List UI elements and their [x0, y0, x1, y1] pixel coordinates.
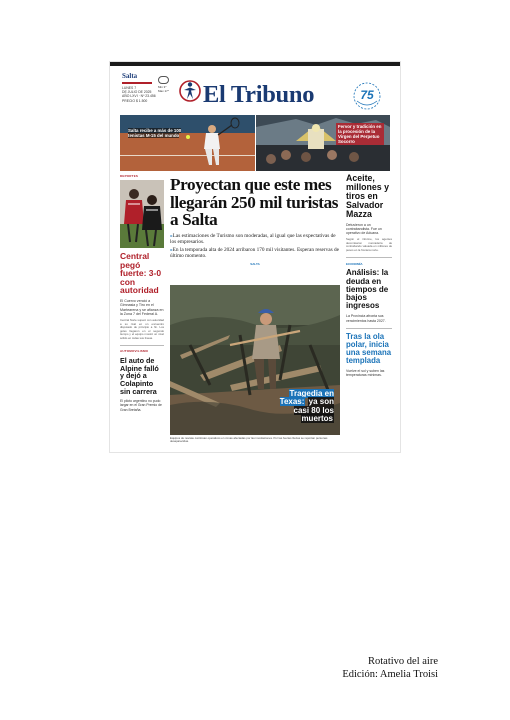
deck-line: Las estimaciones de Turismo son moderadas, al igual que las expectativas de los empresarios.: [170, 232, 336, 245]
date-line: AÑO LXVI · Nº 23.456: [122, 94, 156, 99]
masthead-info: [122, 72, 158, 103]
credits-line: Rotativo del aire: [368, 656, 438, 667]
section-tag: ECONOMÍA: [346, 262, 363, 267]
sports-subhead: El Cuervo venció a Gimnasia y Tiro en el Martearena y se afianza en la Zona 7 del Federal A.: [120, 298, 164, 316]
motorsport-subhead: El piloto argentino no pudo largar en el Gran Premio de Gran Bretaña.: [120, 399, 162, 412]
page-reference: SALTA: [250, 261, 260, 266]
cloud-icon: [158, 76, 169, 84]
column-divider: [346, 257, 392, 258]
anniversary-number: 75: [360, 88, 374, 102]
photo-footnote: Equipos de rescate continúan operativos en zonas afectadas por las inundaciones. Por las fuertes lluvias se reportan personas desaparecidas.: [170, 436, 328, 444]
masthead-divider: [122, 82, 152, 84]
weather-box: [158, 76, 178, 94]
date-line: PRECIO $ 1.500: [122, 98, 148, 103]
newspaper-title: El Tribuno: [203, 81, 315, 108]
caption-highlight: Tragedia en Texas:: [279, 388, 334, 407]
main-deck: [170, 233, 340, 260]
sports-body: Central Norte superó con autoridad a su rival en un encuentro disputado de principio a fin. Los goles llegaron en el segundo tiempo y el equipo mostró un nivel sólido en todas sus líneas.: [120, 318, 164, 340]
right-column: [346, 174, 392, 378]
weather-line: Max 17°: [158, 88, 170, 93]
section-tag: AUTOMOVILISMO: [120, 349, 149, 354]
bullet-icon: »: [170, 232, 173, 239]
promo-procession-photo[interactable]: [256, 115, 390, 171]
weather-headline[interactable]: Tras la ola polar, inicia una semana templada: [346, 332, 392, 366]
flood-photo[interactable]: [170, 285, 340, 435]
promo-tennis-photo[interactable]: [120, 115, 255, 171]
main-headline[interactable]: Proyectan que este mes llegarán 250 mil turistas a Salta: [170, 175, 339, 230]
promo-caption: Salta recibe a más de 100 tenistas M-15 del mundo: [128, 128, 182, 138]
contraband-headline[interactable]: Aceite, millones y tiros en Salvador Mazza: [346, 173, 390, 219]
date-line: LUNES 7: [122, 86, 137, 90]
motorsport-headline[interactable]: El auto de Alpine falló y dejó a Colapinto sin carrera: [120, 356, 159, 396]
promo-caption: Fervor y tradición en la procesión de la Virgen del Perpetuo Socorro: [336, 123, 384, 145]
contraband-subhead: Detuvieron a un contrabandista. Fue un operativo de Aduana.: [346, 222, 382, 236]
column-divider: [346, 328, 392, 329]
section-tag: DEPORTES: [120, 174, 139, 178]
sports-headline[interactable]: Central pegó fuerte: 3-0 con autoridad: [120, 251, 162, 296]
column-divider: [120, 345, 164, 346]
masthead-city: Salta: [122, 72, 138, 80]
deck-line: En la temporada alta de 2024 arribaron 170 mil visitantes. Esperan reservas de último momento.: [170, 247, 340, 260]
weather-subhead: Vuelve el sol y suben las temperaturas mínimas.: [346, 369, 385, 378]
weather-line: Min 3°: [158, 85, 167, 89]
debt-headline[interactable]: Análisis: la deuda en tiempos de bajos ingresos: [346, 268, 389, 311]
main-story: [170, 174, 340, 266]
debt-subhead: La Provincia afronta sus vencimientos hasta 2027.: [346, 314, 386, 323]
photo-caption-headline[interactable]: [262, 390, 334, 424]
credits-line: Edición: Amelia Troisi: [342, 668, 438, 680]
contraband-body: Según el informe, los agentes decomisaron mercadería de contrabando valuada en millones de pesos en la frontera norte.: [346, 237, 392, 252]
top-rule: [110, 62, 400, 66]
football-photo[interactable]: [120, 180, 164, 248]
newspaper-front-page: [110, 62, 400, 452]
caption-rest: ya son casi 80 los muertos: [293, 397, 334, 424]
football-image: [120, 180, 164, 248]
left-column: [120, 174, 164, 412]
tennis-image: [120, 115, 255, 171]
edition-credits: [342, 656, 438, 681]
anniversary-badge: [352, 81, 382, 111]
date-line: DE JULIO DE 2025: [122, 90, 152, 95]
bullet-icon: »: [170, 247, 173, 254]
newspaper-logo-icon: [178, 79, 202, 103]
